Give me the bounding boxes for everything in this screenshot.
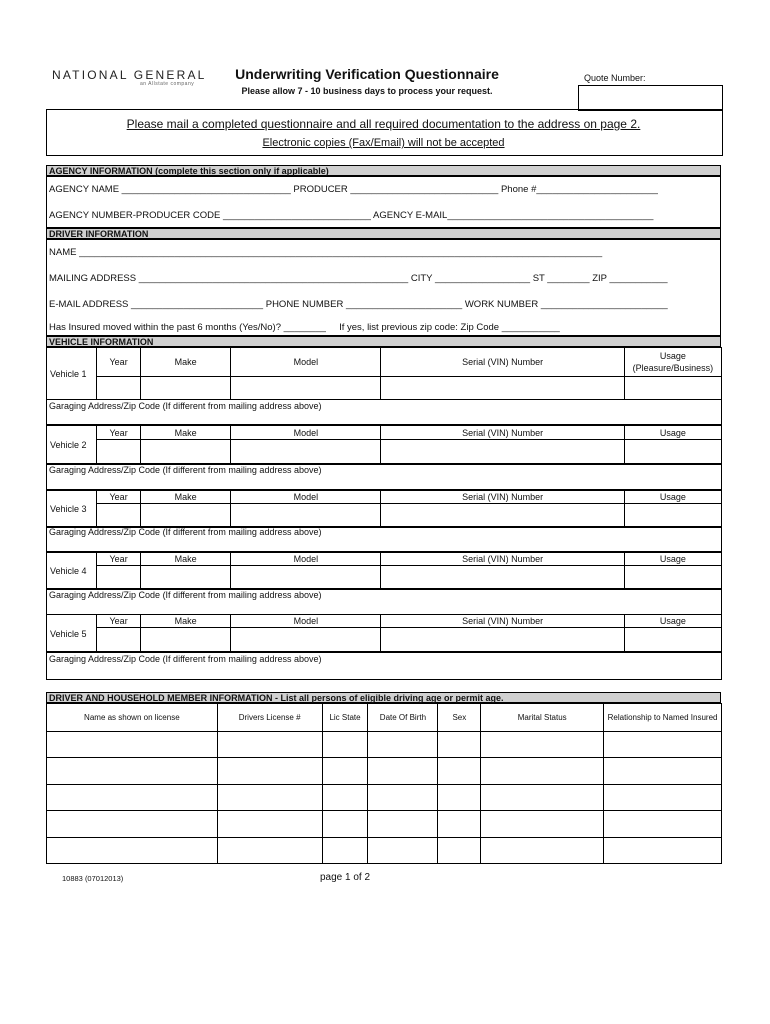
- make-header: Make: [141, 491, 231, 504]
- vehicle-label: Vehicle 4: [47, 553, 97, 590]
- vehicle-3-table: [46, 490, 722, 528]
- make-header: Make: [141, 615, 231, 628]
- relationship-cell[interactable]: [604, 758, 722, 785]
- electronic-copies-notice: Electronic copies (Fax/Email) will not be accepted: [262, 137, 505, 149]
- lic-state-cell[interactable]: [322, 758, 368, 785]
- dob-cell[interactable]: [368, 732, 438, 758]
- usage-header: Usage: [624, 426, 721, 440]
- year-cell[interactable]: [97, 628, 141, 653]
- make-cell[interactable]: [141, 504, 231, 528]
- garaging-label: Garaging Address/Zip Code (If different from mailing address above): [49, 654, 322, 664]
- model-cell[interactable]: [231, 440, 381, 465]
- vin-header: Serial (VIN) Number: [381, 348, 624, 377]
- model-header: Model: [231, 615, 381, 628]
- relationship-cell[interactable]: [604, 732, 722, 758]
- sex-cell[interactable]: [438, 811, 481, 838]
- vehicle-label: Vehicle 5: [47, 615, 97, 653]
- col-license-header: Drivers License #: [217, 704, 322, 732]
- model-cell[interactable]: [231, 377, 381, 400]
- dob-cell[interactable]: [368, 811, 438, 838]
- lic-state-cell[interactable]: [322, 732, 368, 758]
- usage-cell[interactable]: [624, 440, 721, 465]
- usage-cell[interactable]: [624, 628, 721, 653]
- usage-cell[interactable]: [624, 377, 721, 400]
- driver-name-line[interactable]: NAME ___________________________________________________________________________________________________: [49, 247, 603, 258]
- col-lic-state-header: Lic State: [322, 704, 368, 732]
- make-header: Make: [141, 348, 231, 377]
- mailing-address-line[interactable]: MAILING ADDRESS ___________________________________________________ CITY __________________ ST ________ ZIP ___________: [49, 273, 668, 284]
- license-cell[interactable]: [217, 785, 322, 811]
- year-header: Year: [97, 348, 141, 377]
- vehicle-label: Vehicle 2: [47, 426, 97, 465]
- model-header: Model: [231, 553, 381, 566]
- vehicle-2-table: [46, 425, 722, 465]
- marital-cell[interactable]: [481, 785, 604, 811]
- model-header: Model: [231, 426, 381, 440]
- usage-header: Usage: [624, 615, 721, 628]
- sex-cell[interactable]: [438, 758, 481, 785]
- license-cell[interactable]: [217, 811, 322, 838]
- vin-cell[interactable]: [381, 377, 624, 400]
- logo-tagline: an Allstate company: [140, 81, 195, 87]
- name-cell[interactable]: [47, 785, 218, 811]
- col-marital-header: Marital Status: [481, 704, 604, 732]
- col-relationship-header: Relationship to Named Insured: [604, 704, 722, 732]
- form-code: 10883 (07012013): [62, 874, 124, 883]
- table-row: [47, 838, 722, 864]
- year-cell[interactable]: [97, 440, 141, 465]
- form-title: Underwriting Verification Questionnaire: [235, 66, 499, 82]
- lic-state-cell[interactable]: [322, 811, 368, 838]
- year-header: Year: [97, 426, 141, 440]
- table-row: [47, 785, 722, 811]
- vin-header: Serial (VIN) Number: [381, 615, 624, 628]
- usage-cell[interactable]: [624, 566, 721, 590]
- name-cell[interactable]: [47, 811, 218, 838]
- make-cell[interactable]: [141, 440, 231, 465]
- agency-section-heading: AGENCY INFORMATION (complete this section only if applicable): [46, 165, 721, 176]
- mail-notice-text: Please mail a completed questionnaire and all required documentation to the address on page 2.: [126, 117, 641, 131]
- contact-line[interactable]: E-MAIL ADDRESS _________________________ PHONE NUMBER ______________________ WORK NUMBER ________________________: [49, 299, 668, 310]
- make-header: Make: [141, 553, 231, 566]
- name-cell[interactable]: [47, 838, 218, 864]
- year-header: Year: [97, 491, 141, 504]
- make-header: Make: [141, 426, 231, 440]
- model-cell[interactable]: [231, 628, 381, 653]
- dob-cell[interactable]: [368, 785, 438, 811]
- marital-cell[interactable]: [481, 732, 604, 758]
- name-cell[interactable]: [47, 758, 218, 785]
- page-number: page 1 of 2: [320, 872, 371, 883]
- form-subtitle: Please allow 7 - 10 business days to process your request.: [241, 86, 493, 96]
- quote-number-label: Quote Number:: [584, 73, 646, 83]
- marital-cell[interactable]: [481, 838, 604, 864]
- year-cell[interactable]: [97, 566, 141, 590]
- garaging-label: Garaging Address/Zip Code (If different from mailing address above): [49, 527, 322, 537]
- sex-cell[interactable]: [438, 785, 481, 811]
- agency-number-line[interactable]: AGENCY NUMBER-PRODUCER CODE ____________________________ AGENCY E-MAIL_______________________________________: [49, 210, 654, 221]
- year-cell[interactable]: [97, 504, 141, 528]
- year-header: Year: [97, 553, 141, 566]
- vin-header: Serial (VIN) Number: [381, 553, 624, 566]
- moved-question-line[interactable]: Has Insured moved within the past 6 months (Yes/No)? ________ If yes, list previous zip code: Zip Code ___________: [49, 322, 560, 333]
- make-cell[interactable]: [141, 628, 231, 653]
- make-cell[interactable]: [141, 566, 231, 590]
- quote-number-field[interactable]: [578, 85, 723, 111]
- make-cell[interactable]: [141, 377, 231, 400]
- agency-name-line[interactable]: AGENCY NAME ________________________________ PRODUCER ____________________________ Phone #_______________________: [49, 184, 658, 195]
- model-header: Model: [231, 491, 381, 504]
- household-section-heading: DRIVER AND HOUSEHOLD MEMBER INFORMATION - List all persons of eligible driving age or permit age.: [46, 692, 721, 703]
- driver-section-heading: DRIVER INFORMATION: [46, 228, 721, 239]
- table-row: [47, 732, 722, 758]
- vehicle-5-table: [46, 614, 722, 653]
- vin-cell[interactable]: [381, 440, 624, 465]
- relationship-cell[interactable]: [604, 785, 722, 811]
- national-general-logo: NATIONAL GENERAL: [52, 68, 207, 82]
- dob-cell[interactable]: [368, 838, 438, 864]
- marital-cell[interactable]: [481, 758, 604, 785]
- relationship-cell[interactable]: [604, 838, 722, 864]
- sex-cell[interactable]: [438, 838, 481, 864]
- vehicle-1-table: [46, 347, 722, 400]
- vin-header: Serial (VIN) Number: [381, 426, 624, 440]
- vehicle-label: Vehicle 1: [47, 348, 97, 400]
- usage-cell[interactable]: [624, 504, 721, 528]
- license-cell[interactable]: [217, 838, 322, 864]
- sex-cell[interactable]: [438, 732, 481, 758]
- lic-state-cell[interactable]: [322, 785, 368, 811]
- name-cell[interactable]: [47, 732, 218, 758]
- garaging-label: Garaging Address/Zip Code (If different from mailing address above): [49, 590, 322, 600]
- marital-cell[interactable]: [481, 811, 604, 838]
- table-row: [47, 811, 722, 838]
- usage-header: Usage: [624, 491, 721, 504]
- vin-cell[interactable]: [381, 504, 624, 528]
- license-cell[interactable]: [217, 758, 322, 785]
- vehicle-section-heading: VEHICLE INFORMATION: [46, 336, 721, 347]
- year-header: Year: [97, 615, 141, 628]
- usage-header: Usage: [624, 553, 721, 566]
- license-cell[interactable]: [217, 732, 322, 758]
- vehicle-4-table: [46, 552, 722, 590]
- col-name-header: Name as shown on license: [47, 704, 218, 732]
- model-cell[interactable]: [231, 566, 381, 590]
- vin-cell[interactable]: [381, 566, 624, 590]
- model-header: Model: [231, 348, 381, 377]
- dob-cell[interactable]: [368, 758, 438, 785]
- model-cell[interactable]: [231, 504, 381, 528]
- lic-state-cell[interactable]: [322, 838, 368, 864]
- col-sex-header: Sex: [438, 704, 481, 732]
- table-row: [47, 758, 722, 785]
- usage-header: Usage (Pleasure/Business): [624, 348, 721, 377]
- garaging-label: Garaging Address/Zip Code (If different from mailing address above): [49, 401, 322, 411]
- year-cell[interactable]: [97, 377, 141, 400]
- vin-header: Serial (VIN) Number: [381, 491, 624, 504]
- household-table: [46, 703, 722, 864]
- col-dob-header: Date Of Birth: [368, 704, 438, 732]
- vin-cell[interactable]: [381, 628, 624, 653]
- garaging-label: Garaging Address/Zip Code (If different from mailing address above): [49, 465, 322, 475]
- vehicle-label: Vehicle 3: [47, 491, 97, 528]
- relationship-cell[interactable]: [604, 811, 722, 838]
